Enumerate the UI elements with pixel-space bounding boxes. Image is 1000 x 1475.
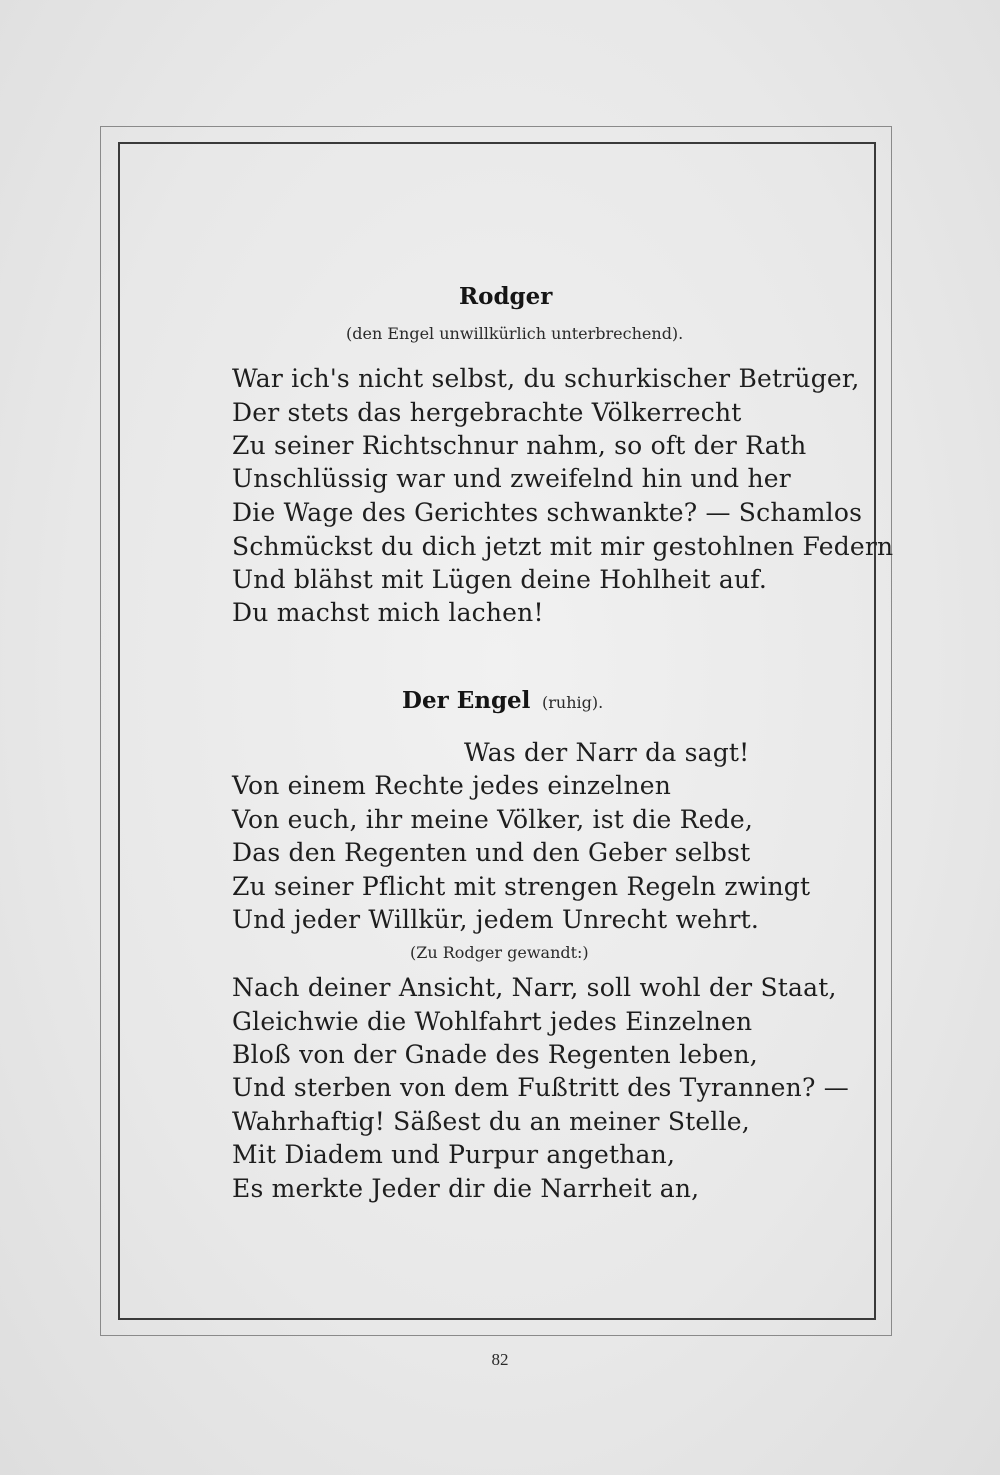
verse-line: Du machst mich lachen!	[232, 598, 544, 627]
verse-line: Zu seiner Richtschnur nahm, so oft der Rath	[232, 431, 807, 460]
verse-line: Und jeder Willkür, jedem Unrecht wehrt.	[232, 905, 760, 934]
verse-line: Was der Narr da sagt!	[464, 738, 750, 767]
verse-line: Und blähst mit Lügen deine Hohlheit auf.	[232, 565, 767, 594]
verse-line: Gleichwie die Wohlfahrt jedes Einzelnen	[232, 1007, 753, 1036]
verse-line: Die Wage des Gerichtes schwankte? — Schamlos	[232, 498, 863, 527]
speaker-name-rodger: Rodger	[459, 283, 553, 310]
verse-line: Der stets das hergebrachte Völkerrecht	[232, 398, 742, 427]
verse-line: War ich's nicht selbst, du schurkischer Betrüger,	[232, 364, 860, 393]
verse-line: Wahrhaftig! Säßest du an meiner Stelle,	[232, 1107, 750, 1136]
speaker-name-engel: Der Engel	[402, 687, 531, 714]
verse-line: Und sterben von dem Fußtritt des Tyrannen? —	[232, 1073, 849, 1102]
verse-line: Es merkte Jeder dir die Narrheit an,	[232, 1174, 700, 1203]
verse-line: Von einem Rechte jedes einzelnen	[232, 771, 672, 800]
verse-line: Von euch, ihr meine Völker, ist die Rede,	[232, 805, 754, 834]
verse-line: Das den Regenten und den Geber selbst	[232, 838, 751, 867]
stage-direction-rodger: (den Engel unwillkürlich unterbrechend).	[346, 324, 684, 343]
verse-line: Zu seiner Pflicht mit strengen Regeln zwingt	[232, 872, 811, 901]
stage-direction-engel: (ruhig).	[542, 693, 604, 712]
verse-line: Schmückst du dich jetzt mit mir gestohlnen Federn	[232, 532, 894, 561]
verse-line: Mit Diadem und Purpur angethan,	[232, 1140, 676, 1169]
page-number: 82	[491, 1350, 509, 1369]
verse-line: Unschlüssig war und zweifelnd hin und her	[232, 464, 791, 493]
verse-line: Bloß von der Gnade des Regenten leben,	[232, 1040, 758, 1069]
verse-line: Nach deiner Ansicht, Narr, soll wohl der Staat,	[232, 973, 837, 1002]
stage-direction-aside: (Zu Rodger gewandt:)	[410, 943, 589, 962]
